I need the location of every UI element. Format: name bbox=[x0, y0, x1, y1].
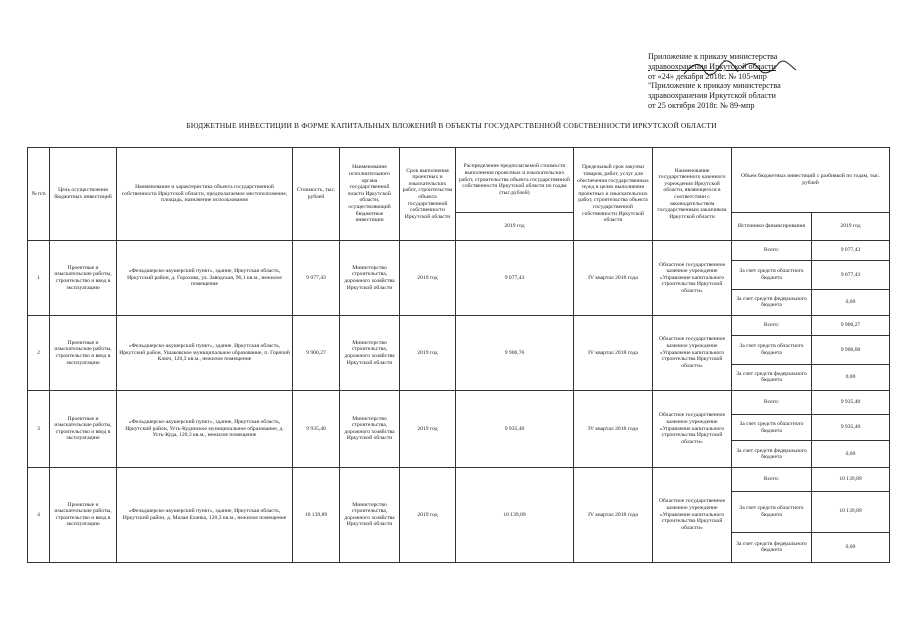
col-distribution-header: Распределение предполагаемой стоимости выполнения проектных и изыскательских работ, строительства объекта государственной собственности Иркутской области по годам (тыс.рублей) bbox=[456, 148, 574, 213]
col-executor-header: Наименование исполнительного органа государственной власти Иркутской области, осуществляющий бюджетные инвестиции bbox=[340, 148, 400, 241]
row-regional-value: 9 077,43 bbox=[812, 261, 890, 289]
row-total-value: 10 139,89 bbox=[812, 467, 890, 491]
row-cost: 9 935,40 bbox=[293, 390, 340, 467]
col-customer-header: Наименование государственного казенного учреждения Иркутской области, являющегося в соответствии с законодательством государственным заказчиком Иркутской области bbox=[653, 148, 732, 241]
col-name-header: Наименование и характеристика объекта государственной собственности Иркутской области, предполагаемое местоположение, площадь, назначение использования bbox=[117, 148, 293, 241]
row-executor: Министерство строительства, дорожного хозяйства Иркутской области bbox=[340, 315, 400, 390]
row-executor: Министерство строительства, дорожного хозяйства Иркутской области bbox=[340, 390, 400, 467]
row-cost: 10 139,89 bbox=[293, 467, 340, 562]
row-regional-label: За счет средств областного бюджета bbox=[732, 336, 812, 364]
row-deadline: IV квартал 2018 года bbox=[574, 390, 653, 467]
row-executor: Министерство строительства, дорожного хозяйства Иркутской области bbox=[340, 241, 400, 316]
row-distribution: 9 900,70 bbox=[456, 315, 574, 390]
row-num: 2 bbox=[28, 315, 50, 390]
row-object-name: «Фельдшерско-акушерский пункт», здание, Иркутская область, Иркутский район, д. Малая Еланка, 120,3 кв.м., нежилое помещение bbox=[117, 467, 293, 562]
col-source-header: Источники финансирования bbox=[732, 212, 812, 240]
col-term-header: Срок выполнения проектных и изыскательских работ, строительства объекта государственной собственности Иркутской области bbox=[400, 148, 456, 241]
col-num-header: № п/п bbox=[28, 148, 50, 241]
row-object-name: «Фельдшерско-акушерский пункт», здание, Иркутская область, Иркутский район, Ушаковское муниципальное образование, п. Горячий Ключ, 120,3 кв.м., нежилое помещение bbox=[117, 315, 293, 390]
row-federal-value: 0,00 bbox=[812, 441, 890, 467]
row-total-label: Всего: bbox=[732, 241, 812, 261]
row-goal: Проектные и изыскательские работы, строительство и ввод в эксплуатацию bbox=[50, 390, 117, 467]
row-term: 2019 год bbox=[400, 241, 456, 316]
row-regional-value: 10 139,89 bbox=[812, 492, 890, 532]
row-goal: Проектные и изыскательские работы, строительство и ввод в эксплуатацию bbox=[50, 241, 117, 316]
col-volume-year: 2019 год bbox=[812, 212, 890, 240]
row-total-label: Всего: bbox=[732, 315, 812, 335]
col-deadline-header: Предельный срок закупки товаров, работ, услуг для обеспечения государственных нужд в целях выполнения проектных и изыскательских работ, строительства объекта государственной собственности Иркутской области bbox=[574, 148, 653, 241]
row-federal-label: За счет средств федерального бюджета bbox=[732, 289, 812, 315]
col-goal-header: Цель осуществления бюджетных инвестиций bbox=[50, 148, 117, 241]
col-cost-header: Стоимость, тыс. рублей bbox=[293, 148, 340, 241]
row-regional-label: За счет средств областного бюджета bbox=[732, 492, 812, 532]
header-line-2: здравоохранения Иркутской области bbox=[648, 61, 776, 71]
document-title: БЮДЖЕТНЫЕ ИНВЕСТИЦИИ В ФОРМЕ КАПИТАЛЬНЫХ ВЛОЖЕНИЙ В ОБЪЕКТЫ ГОСУДАРСТВЕННОЙ СОБСТВЕННОСТИ ИРКУТСКОЙ ОБЛАСТИ bbox=[186, 121, 717, 130]
row-object-name: «Фельдшерско-акушерский пункт», здание, Иркутская область, Иркутский район, Усть-Кудинское муниципальное образование, д. Усть-Куда, 120,3 кв.м., нежилое помещение bbox=[117, 390, 293, 467]
row-cost: 9 077,43 bbox=[293, 241, 340, 316]
row-deadline: IV квартал 2018 года bbox=[574, 315, 653, 390]
row-total-label: Всего: bbox=[732, 390, 812, 414]
row-total-value: 9 935,40 bbox=[812, 390, 890, 414]
investment-table bbox=[27, 147, 890, 563]
row-executor: Министерство строительства, дорожного хозяйства Иркутской области bbox=[340, 467, 400, 562]
row-term: 2019 год bbox=[400, 467, 456, 562]
header-line-6: от 25 октября 2018г. № 89-мпр bbox=[648, 100, 755, 110]
table-row bbox=[28, 467, 890, 491]
row-regional-value: 9 935,40 bbox=[812, 415, 890, 441]
row-regional-label: За счет средств областного бюджета bbox=[732, 261, 812, 289]
header-line-4: "Приложение к приказу министерства bbox=[648, 81, 781, 91]
row-object-name: «Фельдшерско-акушерский пункт», здание, Иркутская область, Иркутский район, д. Горохова, ул. Заводская, 96,1 кв.м., нежилое помещение bbox=[117, 241, 293, 316]
row-total-label: Всего: bbox=[732, 467, 812, 491]
row-federal-value: 0,00 bbox=[812, 364, 890, 390]
row-customer: Областное государственное казенное учреждение «Управление капитального строительства Иркутской области» bbox=[653, 315, 732, 390]
row-cost: 9 900,27 bbox=[293, 315, 340, 390]
header-line-1: Приложение к приказу министерства bbox=[648, 52, 778, 61]
row-customer: Областное государственное казенное учреждение «Управление капитального строительства Иркутской области» bbox=[653, 241, 732, 316]
row-customer: Областное государственное казенное учреждение «Управление капитального строительства Иркутской области» bbox=[653, 467, 732, 562]
row-num: 4 bbox=[28, 467, 50, 562]
row-goal: Проектные и изыскательские работы, строительство и ввод в эксплуатацию bbox=[50, 467, 117, 562]
row-goal: Проектные и изыскательские работы, строительство и ввод в эксплуатацию bbox=[50, 315, 117, 390]
table-row bbox=[28, 241, 890, 261]
row-distribution: 9 935,40 bbox=[456, 390, 574, 467]
row-regional-value: 9 900,00 bbox=[812, 336, 890, 364]
row-total-value: 9 077,43 bbox=[812, 241, 890, 261]
row-regional-label: За счет средств областного бюджета bbox=[732, 415, 812, 441]
header-line-3: от «24» декабря 2018г. № 105-мпр bbox=[648, 71, 767, 81]
row-federal-label: За счет средств федерального бюджета bbox=[732, 364, 812, 390]
row-num: 1 bbox=[28, 241, 50, 316]
table-header-row bbox=[28, 148, 890, 213]
row-federal-value: 0,00 bbox=[812, 289, 890, 315]
table-row bbox=[28, 390, 890, 414]
row-term: 2019 год bbox=[400, 315, 456, 390]
header-line-5: здравоохранения Иркутской области bbox=[648, 91, 776, 101]
table-row bbox=[28, 315, 890, 335]
row-term: 2019 год bbox=[400, 390, 456, 467]
handwritten-signature bbox=[680, 58, 800, 80]
row-distribution: 10 139,89 bbox=[456, 467, 574, 562]
row-federal-label: За счет средств федерального бюджета bbox=[732, 441, 812, 467]
row-federal-label: За счет средств федерального бюджета bbox=[732, 532, 812, 562]
row-distribution: 9 077,43 bbox=[456, 241, 574, 316]
row-total-value: 9 900,27 bbox=[812, 315, 890, 335]
col-volume-header: Объем бюджетных инвестиций с разбивкой по годам, тыс. рублей bbox=[732, 148, 890, 213]
row-customer: Областное государственное казенное учреждение «Управление капитального строительства Иркутской области» bbox=[653, 390, 732, 467]
row-deadline: IV квартал 2018 года bbox=[574, 467, 653, 562]
row-deadline: IV квартал 2018 года bbox=[574, 241, 653, 316]
col-distribution-year: 2019 год bbox=[456, 212, 574, 240]
row-num: 3 bbox=[28, 390, 50, 467]
row-federal-value: 0,00 bbox=[812, 532, 890, 562]
